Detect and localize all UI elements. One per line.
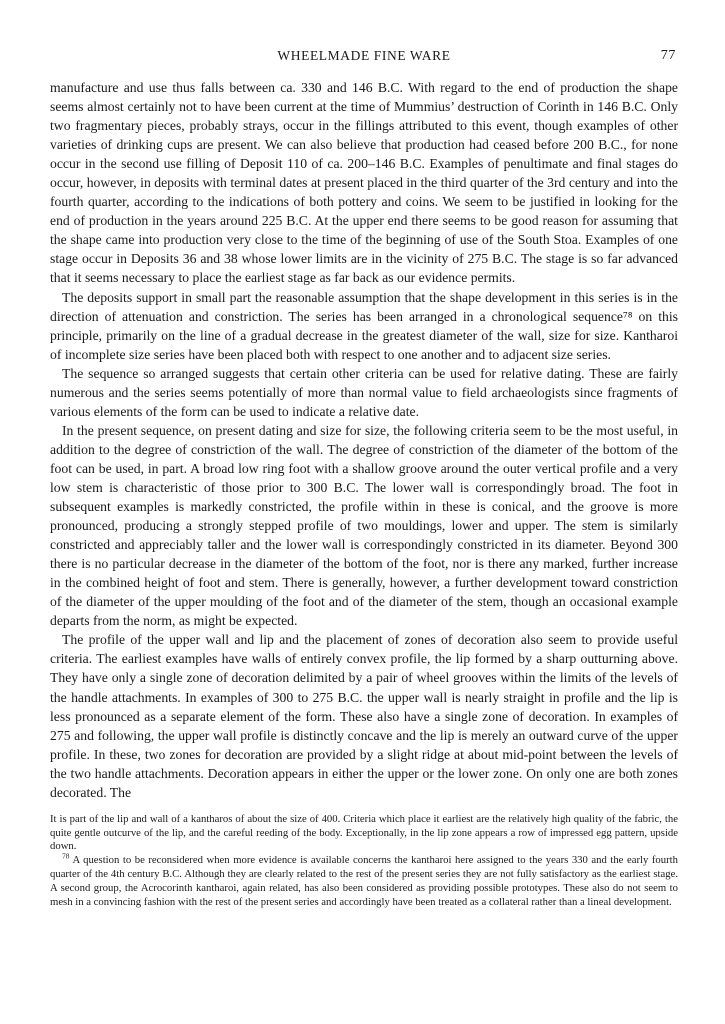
paragraph-3: The sequence so arranged suggests that certain other criteria can be used for relative dating. These are fairly numerous and the series seems potentially of more than normal value to field archaeologists since fragments of various elements of the form can be used to indicate a relative date. <box>50 365 678 419</box>
footnote-78 <box>50 851 678 909</box>
running-head <box>50 48 678 70</box>
paragraph-5: The profile of the upper wall and lip and the placement of zones of decoration also seem to provide useful criteria. The earliest examples have walls of entirely convex profile, the lip formed by a sharp outturning above. They have only a single zone of decoration delimited by a pair of wheel grooves within the limits of the levels of the handle attachments. In examples of 300 to 275 B.C. the upper wall is nearly straight in profile and the lip is less pronounced as a separate element of the form. These also have a single zone of decoration. In examples of 275 and following, the upper wall profile is distinctly concave and the lip is merely an outward curve of the upper profile. In these, two zones for decoration are provided by a slight ridge at about mid-point between the levels of the two handle attachments. Decoration appears in either the upper or the lower zone. On only one are both zones decorated. The <box>50 632 678 800</box>
book-page <box>50 48 678 909</box>
footnote-continuation: It is part of the lip and wall of a kantharos of about the size of 400. Criteria which place it earliest are the relatively high quality of the fabric, the quite gentle outcurve of the lip, and the careful reeding of the body. Exceptionally, in the lip zone appears a row of impressed egg pattern, upside down. <box>50 812 678 853</box>
main-text <box>50 78 678 802</box>
paragraph-2: The deposits support in small part the reasonable assumption that the shape development in this series is in the direction of attenuation and constriction. The series has been arranged in a chronological sequence⁷⁸ on this principle, primarily on the line of a gradual decrease in the greatest diameter of the wall, size for size. Kantharoi of incomplete size series have been placed both with respect to one another and to adjacent size series. <box>50 289 678 362</box>
paragraph-1: manufacture and use thus falls between ca. 330 and 146 B.C. With regard to the end of production the shape seems almost certainly not to have been current at the time of Mummius’ destruction of Corinth in 146 B.C. Only two fragmentary pieces, probably strays, occur in the fillings attributed to this event, though examples of other varieties of drinking cups are present. We can also believe that production had ceased before 200 B.C., for none occur in the second use filling of Deposit 110 of ca. 200–146 B.C. Examples of penultimate and final stages do occur, however, in deposits with terminal dates at present placed in the third quarter of the 3rd century and into the fourth quarter, according to the indications of both pottery and coins. We seem to be justified in looking for the end of production in the years around 225 B.C. At the upper end there seems to be good reason for assuming that the shape came into production very close to the time of the beginning of use of the South Stoa. Examples of one stage occur in Deposits 36 and 38 whose lower limits are in the vicinity of 275 B.C. The stage is so far advanced that it seems necessary to place the earliest stage as far back as our evidence permits. <box>50 80 678 286</box>
paragraph-4: In the present sequence, on present dating and size for size, the following criteria seem to be the most useful, in addition to the degree of constriction of the wall. The degree of constriction of the diameter of the bottom of the foot can be used, in part. A broad low ring foot with a shallow groove around the outer vertical profile and a very low stem is characteristic of those prior to 300 B.C. The lower wall is correspondingly broad. The foot in subsequent examples is markedly constricted, the profile within in these is conical, and the groove is more pronounced, producing a strongly stepped profile of two mouldings, lower and upper. The stem is similarly constricted and appreciably taller and the lower wall is correspondingly constricted in its diameter. Beyond 300 there is no particular decrease in the diameter of the bottom of the foot, nor is there any marked, further increase in the combined height of foot and stem. There is generally, however, a further development toward constriction of the diameter of the upper moulding of the foot and of the diameter of the stem, though an occasional example departs from the norm, as might be expected. <box>50 422 678 629</box>
footnotes <box>50 813 678 910</box>
running-head-title: WHEELMADE FINE WARE <box>277 48 451 63</box>
footnote-78-marker: 78 <box>62 851 70 861</box>
footnote-78-text: A question to be reconsidered when more evidence is available concerns the kantharoi here assigned to the years 330 and the early fourth quarter of the 4th century B.C. Although they are clearly related to the rest of the present series they are not fully satisfactory as the earliest stage. A second group, the Acrocorinth kantharoi, again related, has also been considered as providing possible prototypes. These also do not seem to mesh in a convincing fashion with the rest of the present series and accordingly have been treated as a collateral rather than a lineal development. <box>50 854 678 908</box>
page-number: 77 <box>660 48 676 63</box>
